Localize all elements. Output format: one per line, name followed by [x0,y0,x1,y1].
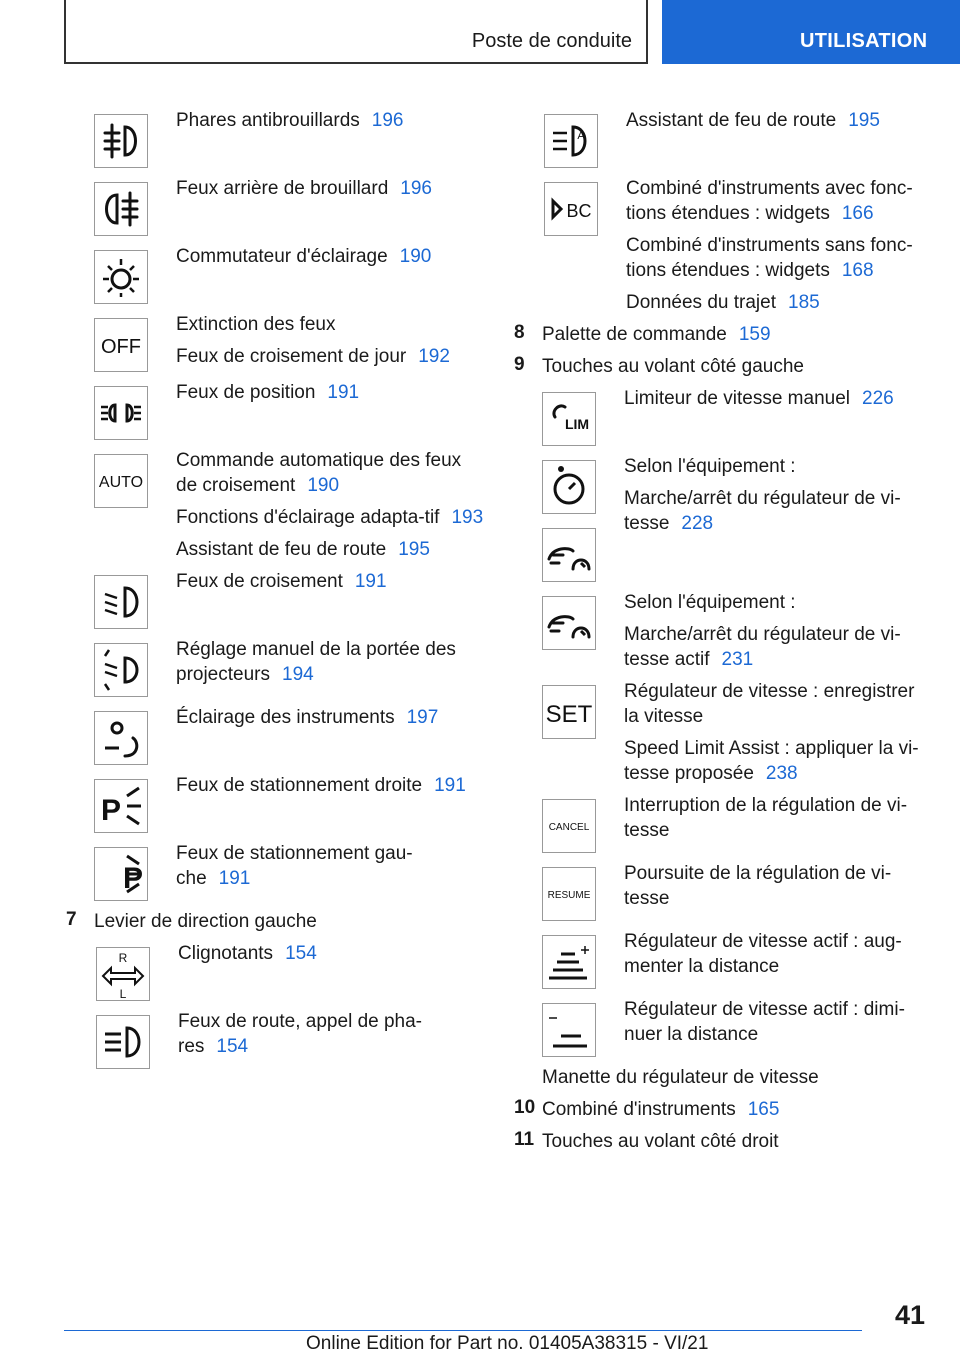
item-label: Feux de stationnement gau-che [176,843,413,889]
item-label: Combiné d'instruments avec fonc-tions étendues : widgets [626,178,913,224]
fog-rear-icon [94,182,148,236]
item-label: Données du trajet [626,292,776,313]
item-line [624,486,934,536]
item-text [176,569,486,594]
page-ref-link[interactable]: 154 [216,1036,249,1057]
left-column [66,108,486,1077]
item-label: Régulateur de vitesse actif : aug-menter la distance [624,931,902,977]
item-label: Combiné d'instruments sans fonc-tions étendues : widgets [626,235,913,281]
item-line [176,244,486,269]
item-line [626,108,934,133]
item-label: Régulateur de vitesse actif : dimi-nuer la distance [624,999,905,1045]
item-text [176,841,486,891]
item-text [178,941,486,966]
numbered-section [514,354,934,379]
item-label: Feux de croisement [176,571,343,592]
list-item [66,841,486,909]
section-label: Touches au volant côté gauche [542,356,804,377]
section-number: 8 [514,322,525,343]
svg-text:L: L [119,987,127,1000]
item-line [626,290,934,315]
item-label: Selon l'équipement : [624,456,796,477]
footer-edition: Online Edition for Part no. 01405A38315 - VI/21 [306,1333,709,1354]
item-line [176,505,486,530]
item-label: Assistant de feu de route [176,539,387,560]
item-label: Commande automatique des feux de croisement [176,450,462,496]
header-section-box [64,0,648,64]
item-text [176,380,486,405]
cruise-lever-label: Manette du régulateur de vitesse [542,1067,819,1088]
item-line [176,380,486,405]
item-label: Feux de stationnement droite [176,775,423,796]
item-label: Limiteur de vitesse manuel [624,388,850,409]
section-label: Levier de direction gauche [94,911,317,932]
high-beam-icon [96,1015,150,1069]
item-line [626,176,934,226]
item-label: Marche/arrêt du régulateur de vi-tesse [624,488,901,534]
item-line [624,997,934,1047]
item-text [626,176,934,315]
numbered-section [514,322,934,347]
item-line [624,386,934,411]
item-line [176,841,486,891]
page-ref-link[interactable]: 195 [398,539,430,560]
page-ref-link[interactable]: 238 [765,763,798,784]
item-text [176,705,486,730]
park-l-icon [94,847,148,901]
numbered-section [66,909,486,934]
auto-icon [94,454,148,508]
list-item [514,176,934,315]
list-item [514,861,934,929]
item-line [176,569,486,594]
section-number: 11 [514,1129,535,1150]
svg-text:AUTO: AUTO [98,474,144,491]
list-item [66,773,486,841]
list-item [514,108,934,176]
numbered-section [514,1097,934,1122]
list-item [514,679,934,786]
list-item [66,448,486,562]
item-line [178,941,486,966]
page-ref-link[interactable]: 190 [399,246,432,267]
page-ref-link[interactable]: 192 [418,346,450,367]
section-label: Touches au volant côté droit [542,1131,779,1152]
item-label: Feux de croisement de jour [176,346,407,367]
page-ref-link[interactable]: 159 [738,324,771,345]
item-label: Feux de route, appel de pha-res [178,1011,423,1057]
page-ref-link[interactable]: 165 [747,1099,780,1120]
item-line [176,537,486,562]
item-line [624,861,934,911]
svg-text:P: P [100,794,122,827]
item-text [624,793,934,843]
list-item [66,941,486,1009]
svg-text:RESUME: RESUME [547,890,591,901]
item-label: Fonctions d'éclairage adapta-tif [176,507,440,528]
header-chapter-title: UTILISATION [800,30,928,52]
hba-icon [544,114,598,168]
svg-text:CANCEL: CANCEL [548,822,590,833]
right-column [514,108,934,1161]
section-number: 7 [66,909,77,930]
item-label: Éclairage des instruments [176,707,395,728]
item-text [176,312,486,369]
list-item [66,312,486,380]
item-label: Extinction des feux [176,314,336,335]
page-ref-link[interactable]: 191 [218,868,251,889]
page-ref-link[interactable]: 231 [721,649,754,670]
page-ref-link[interactable]: 228 [681,513,714,534]
page-ref-link[interactable]: 185 [788,292,820,313]
instr-icon [94,711,148,765]
item-text [624,590,934,672]
cancel-icon [542,799,596,853]
svg-text:OFF: OFF [101,336,141,358]
item-line [176,705,486,730]
page-ref-link[interactable]: 154 [285,943,317,964]
page-number: 41 [895,1300,926,1330]
item-line [176,448,486,498]
item-line [624,454,934,479]
lim-icon [542,392,596,446]
park-r-icon [94,779,148,833]
page-ref-link[interactable]: 196 [400,178,432,199]
item-line [624,793,934,843]
list-item [514,386,934,454]
page-ref-link[interactable]: 193 [451,507,484,528]
list-item [66,705,486,773]
page-ref-link[interactable]: 194 [282,664,314,685]
page-ref-link[interactable]: 195 [848,110,880,131]
range-icon [94,643,148,697]
item-line [176,312,486,337]
item-label: Feux arrière de brouillard [176,178,389,199]
list-item [514,590,934,672]
item-text [176,637,486,687]
list-item [514,997,934,1065]
page-ref-link[interactable]: 226 [862,388,894,409]
item-line [176,176,486,201]
page-ref-link[interactable]: 166 [841,203,874,224]
item-line [176,773,486,798]
list-item [66,380,486,448]
list-item [514,929,934,997]
parking-icon [94,386,148,440]
list-item [66,569,486,637]
section-number: 10 [514,1097,536,1118]
svg-text:A: A [577,130,585,142]
item-text [624,386,934,411]
page-ref-link[interactable]: 191 [434,775,466,796]
item-line [624,736,934,786]
item-text [176,176,486,201]
item-label: Commutateur d'éclairage [176,246,388,267]
dist-plus-icon [542,935,596,989]
item-text [176,448,486,562]
section-number: 9 [514,354,525,375]
item-line [176,108,486,133]
page-ref-link[interactable]: 168 [841,260,874,281]
item-label: Clignotants [178,943,274,964]
item-line [176,637,486,687]
acc-icon [542,596,596,650]
page-ref-link[interactable]: 190 [307,475,340,496]
page-ref-link[interactable]: 191 [327,382,360,403]
header-section-title: Poste de conduite [471,30,632,52]
svg-text:BC: BC [566,201,592,221]
list-item [66,1009,486,1077]
page-ref-link[interactable]: 196 [371,110,404,131]
section-label: Palette de commande [542,324,727,345]
turn-icon [96,947,150,1001]
section-label: Combiné d'instruments [542,1099,736,1120]
item-label: Interruption de la régulation de vi-tesse [624,795,908,841]
item-text [176,244,486,269]
item-text [624,997,934,1047]
light-switch-icon [94,250,148,304]
item-text [176,773,486,798]
item-text [178,1009,486,1059]
off-icon [94,318,148,372]
list-item [66,108,486,176]
item-text [626,108,934,133]
item-label: Selon l'équipement : [624,592,796,613]
item-line [178,1009,486,1059]
item-label: Poursuite de la régulation de vi-tesse [624,863,892,909]
item-line [624,590,934,615]
fog-front-icon [94,114,148,168]
header-chapter-tab [662,0,960,64]
item-line [176,344,486,369]
list-item [66,244,486,312]
item-line [624,929,934,979]
list-item [66,637,486,705]
numbered-section [514,1129,934,1154]
svg-text:LIM: LIM [564,416,590,432]
item-label: Speed Limit Assist : appliquer la vi-tesse proposée [624,738,919,784]
low-beam-icon [94,575,148,629]
item-label: Régulateur de vitesse : enregistrer la vitesse [624,681,915,727]
list-item [514,454,934,590]
svg-text:P: P [122,862,144,895]
set-icon [542,685,596,739]
item-text [624,679,934,786]
cruise-icon [542,460,596,514]
list-item [66,176,486,244]
active-cruise-icon [542,528,596,582]
svg-text:R: R [118,951,128,965]
item-label: Feux de position [176,382,316,403]
item-label: Assistant de feu de route [626,110,837,131]
item-label: Réglage manuel de la portée des projecteurs [176,639,456,685]
item-text [176,108,486,133]
svg-text:SET: SET [545,701,593,728]
list-item [514,793,934,861]
bc-icon [544,182,598,236]
item-line [624,622,934,672]
item-label: Phares antibrouillards [176,110,360,131]
resume-icon [542,867,596,921]
item-label: Marche/arrêt du régulateur de vi-tesse actif [624,624,901,670]
item-line [624,679,934,729]
item-text [624,861,934,911]
item-line [626,233,934,283]
page-ref-link[interactable]: 197 [406,707,439,728]
item-text [624,454,934,536]
footer-divider [64,1330,862,1331]
item-text [624,929,934,979]
dist-minus-icon [542,1003,596,1057]
page-ref-link[interactable]: 191 [354,571,387,592]
